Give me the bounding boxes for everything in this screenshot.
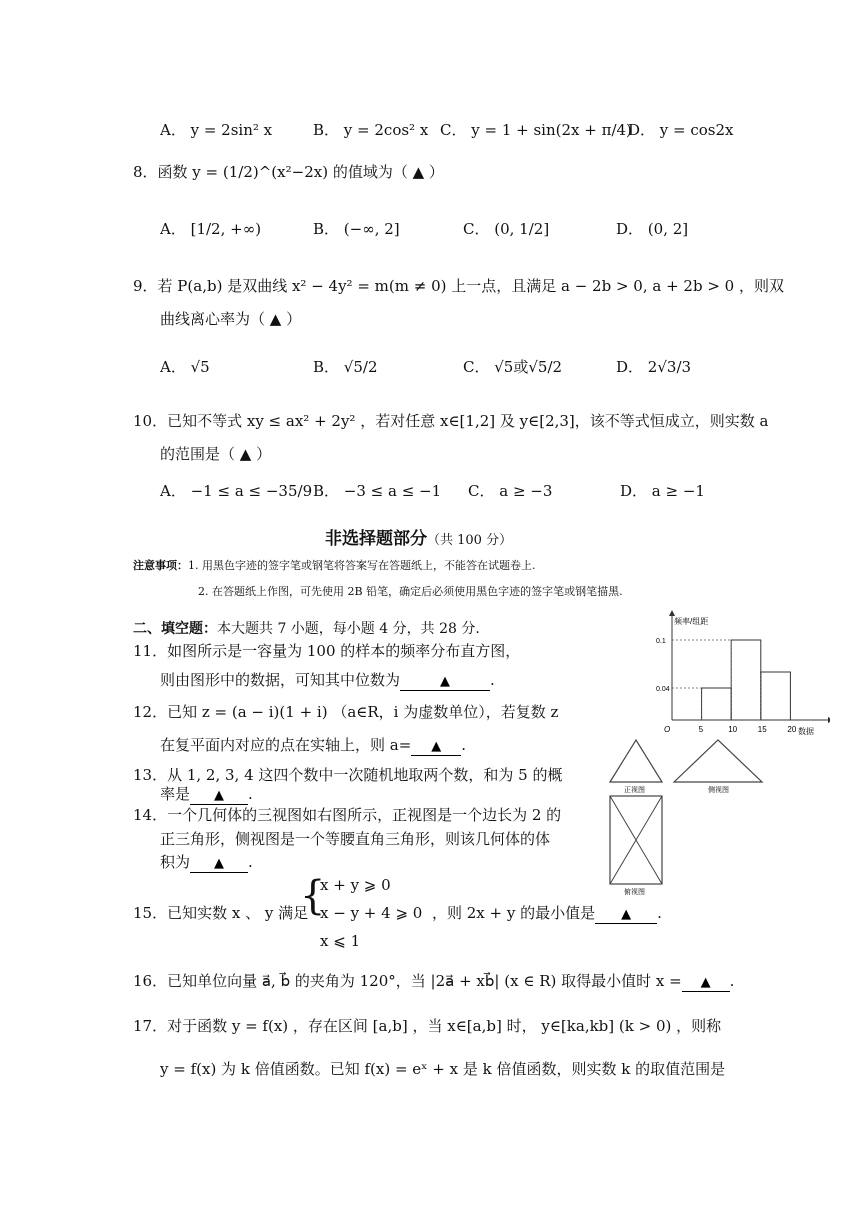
q8-option-a: A． [1/2, +∞) xyxy=(160,220,262,238)
q17-line1: 17．对于函数 y = f(x) ，存在区间 [a,b] ，当 x∈[a,b] 时， y∈[ka,kb] (k > 0) ，则称 xyxy=(133,1017,722,1035)
histogram-xtick-label: 15 xyxy=(757,725,767,734)
side-view-triangle xyxy=(674,740,762,782)
q14-line1: 14．一个几何体的三视图如右图所示，正视图是一个边长为 2 的 xyxy=(133,806,562,824)
q7-option-a: A． y = 2sin² x xyxy=(160,121,273,139)
q17-line2: y = f(x) 为 k 倍值函数。已知 f(x) = eˣ + x 是 k 倍值函数，则实数 k 的取值范围是 xyxy=(160,1060,726,1078)
q11-end: . xyxy=(490,671,495,689)
part2-desc: 本大题共 7 小题，每小题 4 分，共 28 分. xyxy=(217,621,480,637)
q10-option-d: D． a ≥ −1 xyxy=(620,482,705,500)
q13-end: . xyxy=(248,785,253,803)
histogram-bar xyxy=(731,640,761,720)
histogram-xtick-label: 10 xyxy=(728,725,738,734)
q12-line2 xyxy=(160,736,466,756)
frequency-histogram xyxy=(640,610,830,740)
q8-stem: 8．函数 y = (1/2)^(x²−2x) 的值域为（ ▲ ） xyxy=(133,163,444,181)
histogram-ylabel: 频率/组距 xyxy=(674,617,709,626)
section-points: （共 100 分） xyxy=(427,533,513,548)
section-title xyxy=(325,524,512,549)
histogram-xlabel: 数据 xyxy=(798,727,814,736)
q15-condition1: x + y ⩾ 0 xyxy=(320,876,391,894)
q12-line1: 12．已知 z = (a − i)(1 + i) （a∈R，i 为虚数单位），若复数 z xyxy=(133,703,559,721)
front-view-triangle xyxy=(610,740,662,782)
q15-post: ，则 2x + y 的最小值是 xyxy=(432,904,596,922)
q15-brace: { xyxy=(300,873,326,919)
q14-end: . xyxy=(248,853,253,871)
q10-option-c: C． a ≥ −3 xyxy=(468,482,553,500)
q12-text: 在复平面内对应的点在实轴上，则 a= xyxy=(160,736,412,754)
q15-condition2: x − y + 4 ⩾ 0 xyxy=(320,904,423,922)
histogram-origin: O xyxy=(664,725,671,734)
histogram-xtick-label: 5 xyxy=(698,725,704,734)
q13-line2 xyxy=(160,785,253,805)
histogram-x-arrow xyxy=(828,717,830,723)
q13-answer-blank[interactable]: ▲ xyxy=(190,788,248,805)
q11-text: 则由图形中的数据，可知其中位数为 xyxy=(160,671,401,689)
side-view-label: 侧视图 xyxy=(708,787,729,794)
histogram-ytick-label: 0.1 xyxy=(656,638,666,645)
q15-end: . xyxy=(657,904,662,922)
top-view-label: 俯视图 xyxy=(624,889,645,896)
q9-option-c: C． √5或√5/2 xyxy=(463,358,563,376)
section-title-text: 非选择题部分 xyxy=(325,529,427,549)
q9-stem-line1: 9．若 P(a,b) 是双曲线 x² − 4y² = m(m ≠ 0) 上一点，且满足 a − 2b > 0, a + 2b > 0 ，则双 xyxy=(133,277,784,295)
q10-stem-line1: 10．已知不等式 xy ≤ ax² + 2y² ，若对任意 x∈[1,2] 及 y∈[2,3]，该不等式恒成立，则实数 a xyxy=(133,412,769,430)
notes-item2: 2. 在答题纸上作图，可先使用 2B 铅笔，确定后必须使用黑色字迹的签字笔或钢笔描黑. xyxy=(198,585,623,598)
three-view-drawings xyxy=(604,738,774,900)
q15-post-line xyxy=(432,904,662,924)
q14-line2: 正三角形，侧视图是一个等腰直角三角形，则该几何体的体 xyxy=(160,830,551,848)
q7-option-c: C． y = 1 + sin(2x + π/4) xyxy=(440,121,632,139)
q9-option-b: B． √5/2 xyxy=(313,358,378,376)
q9-option-a: A． √5 xyxy=(160,358,210,376)
q14-text: 积为 xyxy=(160,853,191,871)
q16-answer-blank[interactable]: ▲ xyxy=(682,975,730,992)
q14-answer-blank[interactable]: ▲ xyxy=(190,856,248,873)
q7-option-d: D． y = cos2x xyxy=(628,121,734,139)
q7-option-b: B． y = 2cos² x xyxy=(313,121,429,139)
histogram-marks xyxy=(656,610,830,734)
q8-option-b: B． (−∞, 2] xyxy=(313,220,400,238)
q12-end: . xyxy=(461,736,467,754)
q15-condition3: x ⩽ 1 xyxy=(320,932,361,950)
q9-option-d: D． 2√3/3 xyxy=(616,358,692,376)
q13-text: 率是 xyxy=(160,785,191,803)
histogram-bar xyxy=(702,688,732,720)
histogram-bar xyxy=(761,672,791,720)
part2-label: 二、填空题： xyxy=(133,621,217,637)
q12-answer-blank[interactable]: ▲ xyxy=(411,739,461,756)
front-view-label: 正视图 xyxy=(624,787,645,794)
q16-end: . xyxy=(729,972,735,990)
q11-line2 xyxy=(160,671,495,691)
q16-text: 16．已知单位向量 a⃗, b⃗ 的夹角为 120°，当 |2a⃗ + xb⃗| (x ∈ R) 取得最小值时 x = xyxy=(133,972,682,990)
q14-line3 xyxy=(160,853,253,873)
q10-option-a: A． −1 ≤ a ≤ −35/9 xyxy=(160,482,313,500)
q15-pre: 15．已知实数 x 、 y 满足 xyxy=(133,904,309,922)
notes-item1: 1. 用黑色字迹的签字笔或钢笔将答案写在答题纸上，不能答在试题卷上. xyxy=(188,559,536,572)
q8-option-c: C． (0, 1/2] xyxy=(463,220,550,238)
q9-stem-line2: 曲线离心率为（ ▲ ） xyxy=(160,310,302,328)
notes-label: 注意事项： xyxy=(133,559,188,572)
histogram-xtick-label: 20 xyxy=(787,725,797,734)
q8-option-d: D． (0, 2] xyxy=(616,220,689,238)
q15-answer-blank[interactable]: ▲ xyxy=(595,907,657,924)
q10-option-b: B． −3 ≤ a ≤ −1 xyxy=(313,482,442,500)
q16-line xyxy=(133,972,734,992)
histogram-ytick-label: 0.04 xyxy=(656,686,670,693)
q11-line1: 11．如图所示是一容量为 100 的样本的频率分布直方图， xyxy=(133,642,521,660)
q10-stem-line2: 的范围是（ ▲ ） xyxy=(160,445,272,463)
notes-line1 xyxy=(133,559,536,572)
q11-answer-blank[interactable]: ▲ xyxy=(400,674,490,691)
q13-line1: 13．从 1, 2, 3, 4 这四个数中一次随机地取两个数，和为 5 的概 xyxy=(133,766,563,784)
part2-header xyxy=(133,621,480,638)
histogram-y-arrow xyxy=(669,610,675,616)
